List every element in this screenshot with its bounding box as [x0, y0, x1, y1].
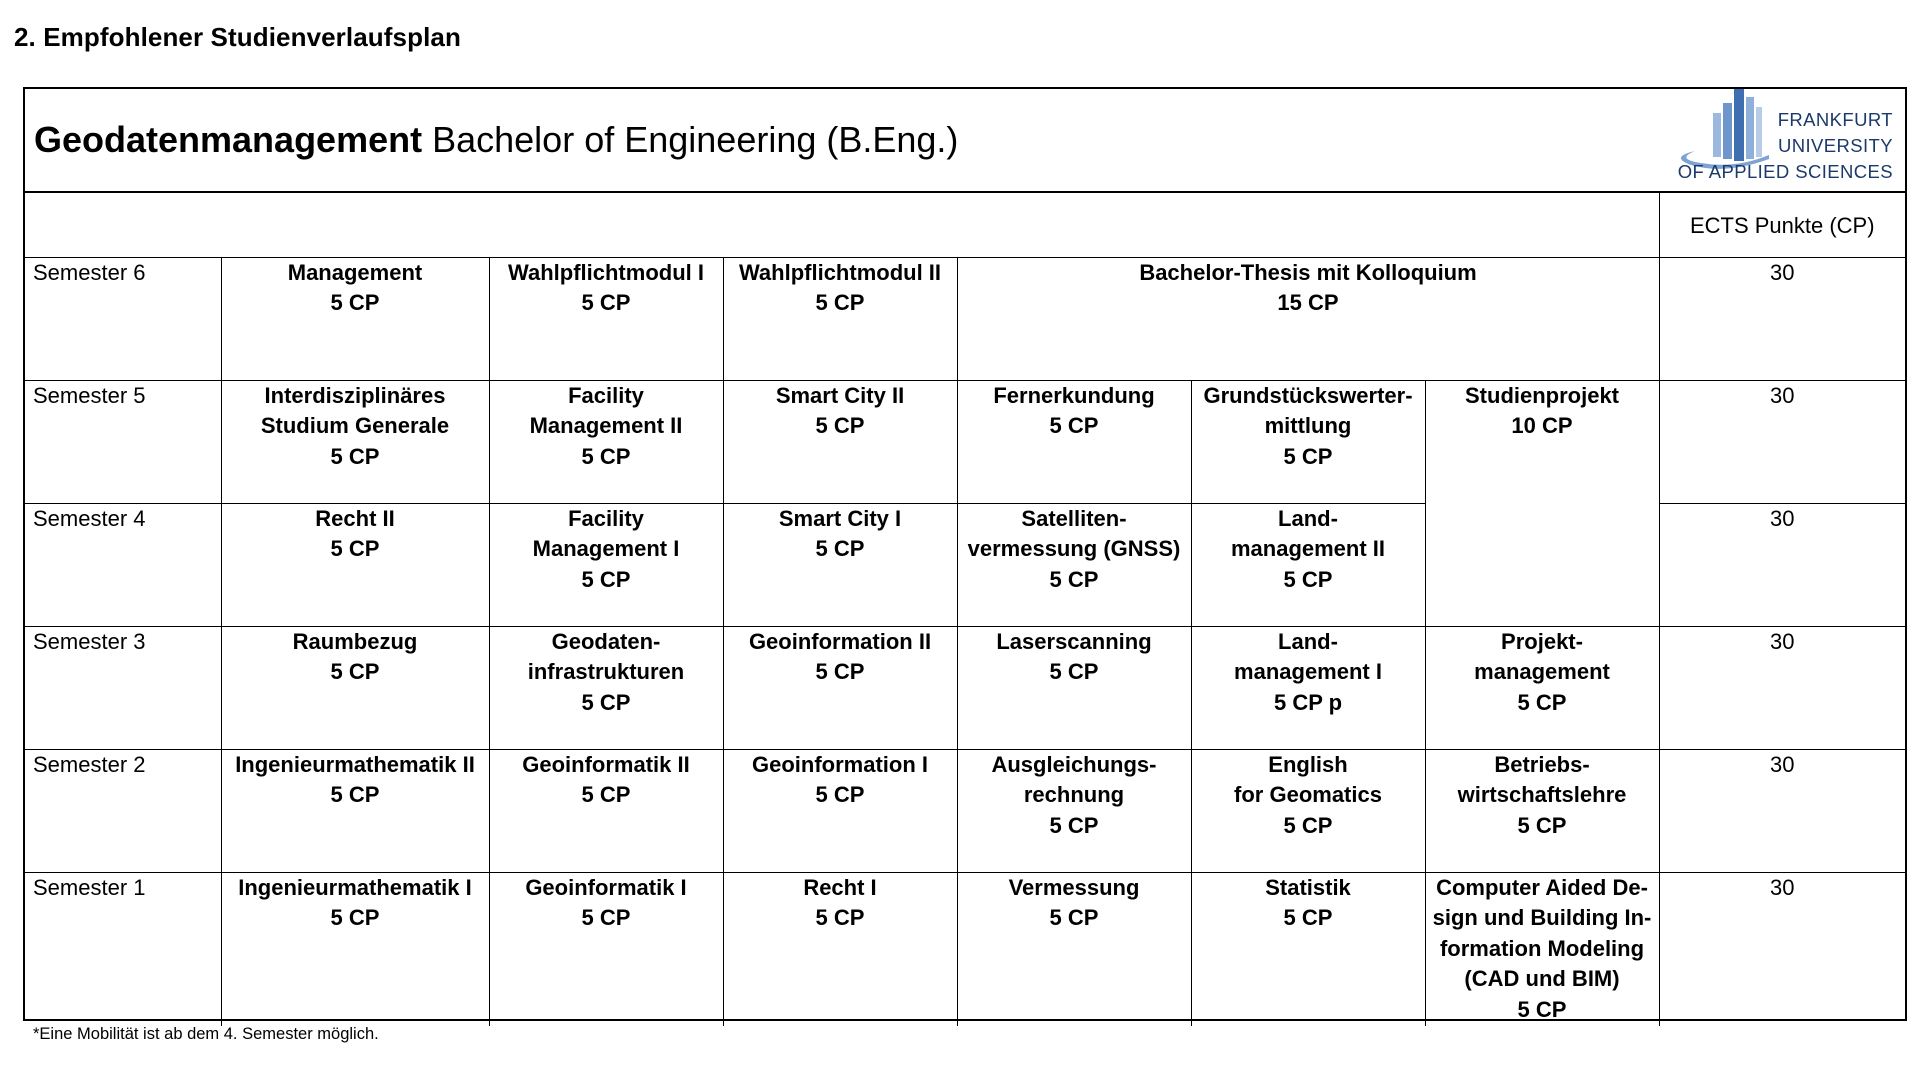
module-cell [1191, 872, 1425, 1026]
module-cell [221, 626, 489, 749]
header-empty-cell [25, 193, 1659, 257]
study-plan-frame [23, 87, 1907, 1021]
module-title: Geoinformatik I [525, 874, 687, 900]
module-cp: 5 CP [581, 566, 631, 592]
module-cp: 5 CP [330, 536, 380, 561]
module-cp: 5 CP [330, 443, 380, 469]
ects-value: 30 [1659, 749, 1905, 872]
semester-row-5 [25, 380, 1905, 503]
university-logo [1665, 89, 1901, 191]
semester-row-2 [25, 749, 1905, 872]
thesis-cell [957, 257, 1659, 380]
module-cp: 5 CP [1517, 996, 1567, 1022]
module-title: wirtschaftslehre [1457, 782, 1627, 807]
module-title: mittlung [1264, 413, 1352, 438]
module-cell [1425, 872, 1659, 1026]
module-cell [489, 380, 723, 503]
module-title: Statistik [1265, 874, 1351, 900]
module-title: Geoinformation I [752, 751, 928, 777]
module-cell [723, 380, 957, 503]
ects-value: 30 [1659, 257, 1905, 380]
module-cp: 5 CP [815, 290, 865, 315]
module-title: Management I [532, 536, 680, 561]
module-cp: 5 CP [1517, 812, 1567, 838]
module-cell [1425, 626, 1659, 749]
module-cp: 5 CP [1049, 905, 1099, 930]
module-cell [1191, 749, 1425, 872]
module-cell [221, 503, 489, 626]
semester-label: Semester 2 [25, 749, 221, 872]
module-cp: 5 CP [1049, 566, 1099, 592]
ects-header: ECTS Punkte (CP) [1659, 193, 1905, 257]
module-cell [723, 872, 957, 1026]
semester-label: Semester 3 [25, 626, 221, 749]
module-title: Facility [568, 382, 644, 408]
module-cell [957, 503, 1191, 626]
semester-row-6 [25, 257, 1905, 380]
semester-label: Semester 6 [25, 257, 221, 380]
module-title: management II [1230, 536, 1386, 561]
module-cell [723, 626, 957, 749]
module-cell [957, 380, 1191, 503]
studienprojekt-cell [1425, 380, 1659, 626]
module-title: Fernerkundung [993, 382, 1155, 408]
module-cp: 5 CP [330, 905, 380, 930]
ects-value: 30 [1659, 380, 1905, 503]
study-plan-table [25, 193, 1905, 1026]
module-cp: 5 CP [581, 443, 631, 469]
module-cp: 5 CP p [1273, 689, 1343, 715]
module-cp: 5 CP [581, 782, 631, 807]
module-title: Studienprojekt [1465, 382, 1620, 408]
module-cell [1191, 380, 1425, 503]
module-cell [723, 257, 957, 380]
module-cp: 10 CP [1511, 413, 1573, 438]
module-title: Land- [1278, 628, 1338, 654]
module-cp: 5 CP [815, 782, 865, 807]
ects-value: 30 [1659, 503, 1905, 626]
module-cp: 5 CP [581, 290, 631, 315]
module-cp: 5 CP [1049, 812, 1099, 838]
section-title: 2. Empfohlener Studienverlaufsplan [14, 22, 461, 52]
module-title: Management [287, 259, 423, 285]
program-name: Geodatenmanagement [34, 119, 423, 160]
semester-row-3 [25, 626, 1905, 749]
module-title: Satelliten- [1021, 505, 1127, 531]
module-title: Projekt- [1501, 628, 1583, 654]
module-title: Recht I [803, 874, 877, 900]
module-cp: 5 CP [330, 782, 380, 807]
module-cp: 5 CP [1049, 659, 1099, 684]
module-title: Studium Generale [260, 413, 450, 438]
module-cell [957, 872, 1191, 1026]
module-cell [221, 872, 489, 1026]
module-title: Raumbezug [292, 628, 418, 654]
logo-line-3: OF APPLIED SCIENCES [1677, 161, 1893, 182]
module-cell [489, 626, 723, 749]
logo-line-1: FRANKFURT [1777, 109, 1893, 130]
module-title: Geodaten- [551, 628, 661, 654]
module-title: Interdisziplinäres [264, 382, 446, 408]
module-title: rechnung [1023, 782, 1125, 807]
module-cell [723, 749, 957, 872]
module-cp: 5 CP [815, 536, 865, 561]
module-title: Management II [529, 413, 683, 438]
module-title: Betriebs- [1494, 751, 1590, 777]
ects-value: 30 [1659, 626, 1905, 749]
semester-row-1 [25, 872, 1905, 1026]
module-title: for Geomatics [1234, 782, 1382, 807]
module-title: sign und Building In- [1432, 905, 1652, 930]
module-title: Facility [568, 505, 644, 531]
module-cell [489, 872, 723, 1026]
module-cp: 5 CP [1283, 566, 1333, 592]
table-header-row [25, 193, 1905, 257]
program-degree: Bachelor of Engineering (B.Eng.) [432, 119, 959, 160]
module-cp: 5 CP [330, 290, 380, 315]
module-cell [221, 380, 489, 503]
module-title: Land- [1278, 505, 1338, 531]
module-cp: 5 CP [1049, 413, 1099, 438]
module-title: Smart City I [778, 505, 902, 531]
module-cp: 5 CP [330, 659, 380, 684]
module-title: infrastrukturen [527, 659, 685, 684]
logo-line-2: UNIVERSITY [1777, 135, 1893, 156]
semester-label: Semester 1 [25, 872, 221, 1026]
module-cell [957, 749, 1191, 872]
module-cell [1191, 626, 1425, 749]
module-cp: 5 CP [815, 413, 865, 438]
module-cp: 5 CP [1283, 812, 1333, 838]
module-cp: 15 CP [1277, 290, 1339, 315]
module-title: Computer Aided De- [1436, 874, 1648, 900]
module-title: Smart City II [775, 382, 905, 408]
module-title: Recht II [315, 505, 395, 531]
module-title: Ausgleichungs- [991, 751, 1157, 777]
module-title: (CAD und BIM) [1464, 966, 1620, 991]
module-cell [489, 503, 723, 626]
module-cp: 5 CP [581, 905, 631, 930]
module-cp: 5 CP [1517, 689, 1567, 715]
ects-value: 30 [1659, 872, 1905, 1026]
program-title [34, 119, 958, 161]
module-cp: 5 CP [581, 689, 631, 715]
module-title: Geoinformation II [748, 628, 932, 654]
footnote: *Eine Mobilität ist ab dem 4. Semester möglich. [33, 1025, 379, 1043]
module-title: Geoinformatik II [522, 751, 690, 777]
module-title: management I [1234, 659, 1382, 684]
module-cp: 5 CP [815, 659, 865, 684]
module-cp: 5 CP [815, 905, 865, 930]
module-cell [221, 749, 489, 872]
module-cell [489, 257, 723, 380]
module-title: Wahlpflichtmodul I [508, 259, 704, 285]
module-cell [489, 749, 723, 872]
module-title: Laserscanning [996, 628, 1152, 654]
module-title: management [1474, 659, 1610, 684]
module-title: Bachelor-Thesis mit Kolloquium [1139, 259, 1477, 285]
module-cp: 5 CP [1283, 905, 1333, 930]
module-title: formation Modeling [1439, 935, 1645, 961]
program-header [25, 89, 1905, 193]
module-cell [723, 503, 957, 626]
module-title: Grundstückswerter- [1203, 382, 1413, 408]
module-title: vermessung (GNSS) [967, 536, 1181, 561]
semester-label: Semester 4 [25, 503, 221, 626]
module-title: English [1268, 751, 1348, 777]
module-cell [1425, 749, 1659, 872]
module-cell [957, 626, 1191, 749]
module-cell [221, 257, 489, 380]
module-title: Vermessung [1008, 874, 1140, 900]
module-cell [1191, 503, 1425, 626]
module-title: Ingenieurmathematik II [235, 751, 475, 777]
module-title: Ingenieurmathematik I [238, 874, 472, 900]
semester-label: Semester 5 [25, 380, 221, 503]
module-title: Wahlpflichtmodul II [738, 259, 942, 285]
module-cp: 5 CP [1283, 443, 1333, 469]
